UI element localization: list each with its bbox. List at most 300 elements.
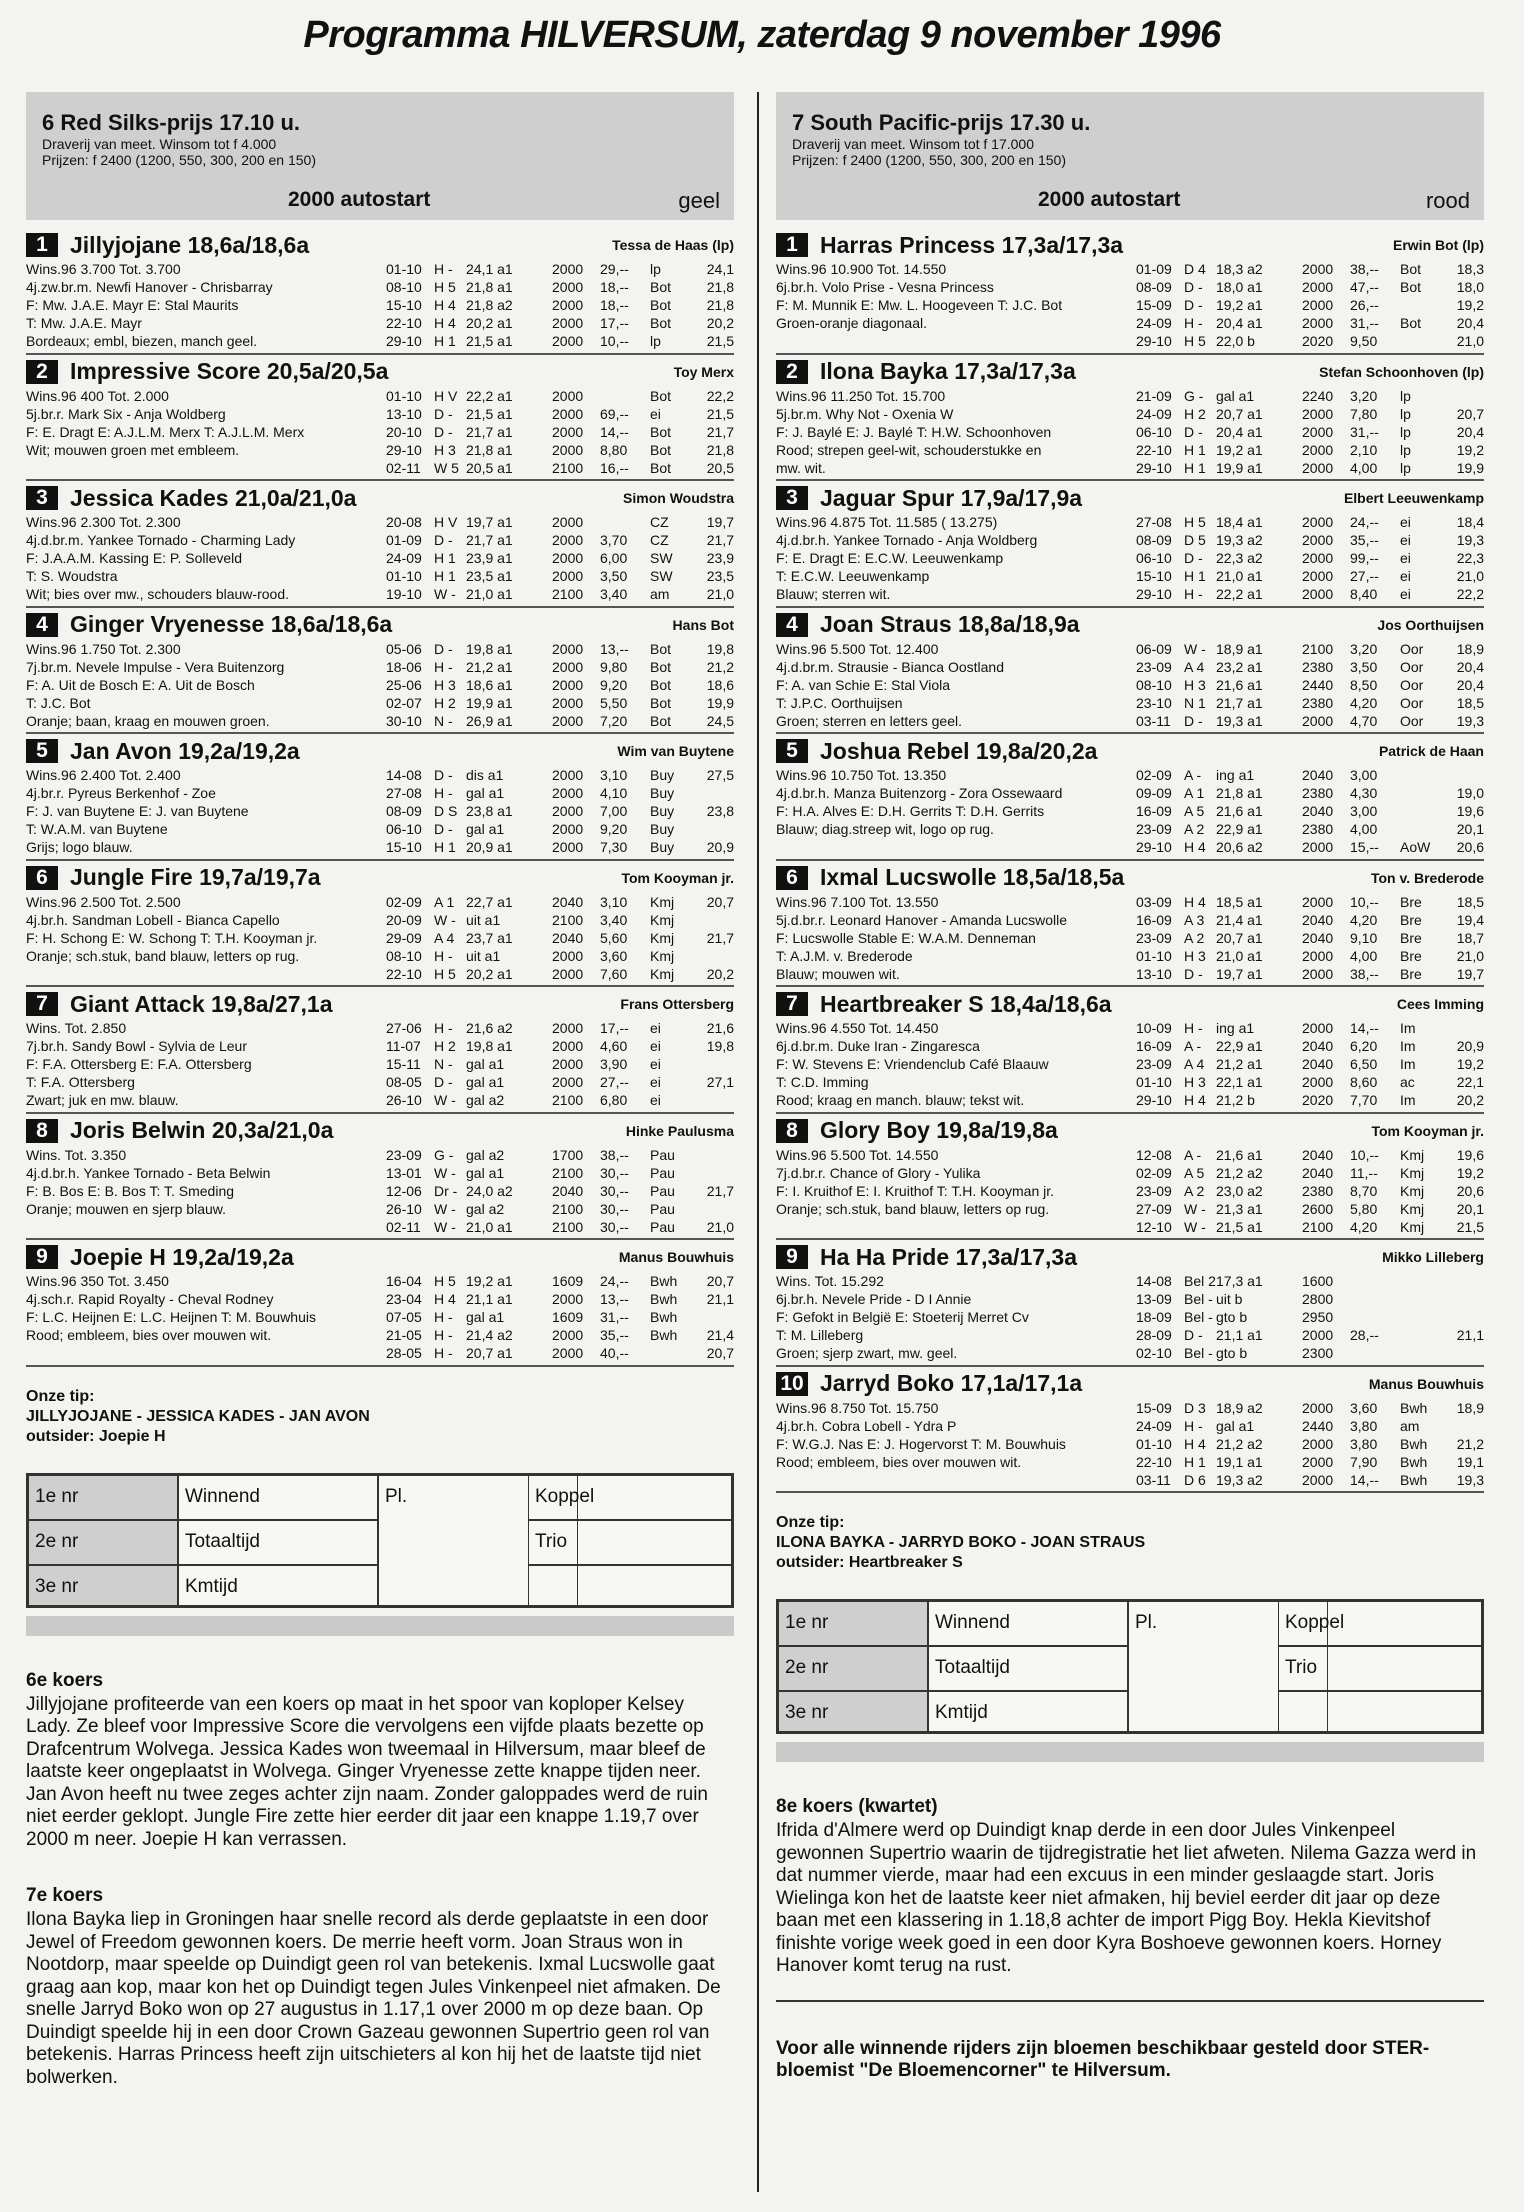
- result-cell: 02-09: [1136, 1164, 1172, 1181]
- horse-entry: [26, 734, 734, 861]
- result-cell: 21,2 a1: [466, 658, 513, 675]
- result-cell: 28-05: [386, 1345, 422, 1361]
- horse-name: Harras Princess 17,3a/17,3a: [820, 231, 1124, 258]
- result-cell: Bot: [650, 441, 672, 458]
- result-cell: Bot: [650, 712, 672, 729]
- result-cell: W -: [434, 1218, 456, 1235]
- result-cell: 19,3: [1456, 712, 1484, 729]
- result-cell: Pau: [650, 1182, 675, 1199]
- horse-info: [26, 387, 386, 477]
- result-cell: CZ: [650, 532, 669, 548]
- entry-body: [776, 260, 1484, 350]
- result-cell: [1450, 1019, 1484, 1037]
- result-cell: H -: [1184, 1020, 1203, 1036]
- bet-form-cell: Totaaltijd: [178, 1520, 378, 1565]
- result-cell: 19,2: [1456, 1164, 1484, 1181]
- result-cell: H 5: [434, 1273, 456, 1289]
- result-cell: Bot: [650, 279, 672, 295]
- result-row: [386, 784, 734, 802]
- horse-entry: [776, 608, 1484, 735]
- entry-header: [26, 989, 734, 1019]
- result-cell: 08-09: [386, 803, 422, 819]
- result-cell: 14,--: [1350, 1471, 1379, 1488]
- result-cell: ei: [1400, 568, 1411, 584]
- result-cell: 69,--: [600, 405, 629, 422]
- result-cell: 3,60: [1350, 1399, 1378, 1416]
- result-cell: 29-10: [1136, 1092, 1172, 1108]
- result-row: [1136, 1399, 1484, 1417]
- result-cell: SW: [650, 550, 673, 566]
- horse-info: [776, 1399, 1136, 1489]
- result-cell: 20,6: [1456, 1182, 1484, 1199]
- driver-name: Erwin Bot (lp): [1393, 237, 1484, 253]
- result-cell: 1600: [1302, 1273, 1334, 1289]
- result-cell: 27,--: [600, 1074, 629, 1090]
- result-cell: D -: [1184, 965, 1203, 982]
- result-cell: W 5: [434, 459, 459, 476]
- horse-name: Heartbreaker S 18,4a/18,6a: [820, 990, 1112, 1017]
- bet-form-cell: Pl.: [1128, 1601, 1328, 1732]
- result-cell: 08-09: [1136, 532, 1172, 548]
- result-cell: Kmj: [1400, 1164, 1425, 1181]
- entry-body: [26, 1146, 734, 1236]
- result-row: [1136, 332, 1484, 350]
- past-results: [1136, 1399, 1484, 1489]
- commentary-text: Ifrida d'Almere werd op Duindigt knap derde in een door Jules Vinkenpeel gewonnen Supertrio waarin de tijdregistratie het liet afweten. Nilema Gazza werd in dat nummer vierde, maar had een excuus in een minder geslaagde start. Joris Wielinga kon het de laatste keer niet afmaken, hij beviel eerder dit jaar op deze baan met een klassering in 1.18,8 achter de import Pigg Boy. Hekla Kievitshof finishte vorige week goed in een door Kyra Boshoeve gewonnen koers. Horney Hanover komt terug na rust.: [776, 1820, 1477, 1976]
- result-cell: [700, 911, 734, 929]
- horse-info-line: Wit; bies over mw., schouders blauw-rood.: [26, 586, 289, 602]
- result-cell: 19,7 a1: [466, 514, 513, 530]
- horse-info-line: 6j.d.br.m. Duke Iran - Zingaresca: [776, 1038, 980, 1054]
- result-cell: H 4: [1184, 893, 1206, 910]
- result-cell: 23,0 a2: [1216, 1182, 1263, 1199]
- driver-name: Wim van Buytene: [617, 743, 734, 759]
- result-cell: 29,--: [600, 261, 629, 277]
- driver-name: Hans Bot: [672, 616, 734, 633]
- result-row: [386, 405, 734, 423]
- tip-picks: JILLYJOJANE - JESSICA KADES - JAN AVON: [26, 1407, 370, 1425]
- horse-info-line: F: L.C. Heijnen E: L.C. Heijnen T: M. Bouwhuis: [26, 1309, 316, 1325]
- result-cell: 2380: [1302, 694, 1334, 711]
- result-cell: 19,7: [706, 514, 734, 530]
- result-cell: A 4: [1184, 1056, 1205, 1072]
- result-row: [1136, 1146, 1484, 1164]
- horse-info-line: Groen; sjerp zwart, mw. geel.: [776, 1345, 958, 1361]
- result-cell: 21,6 a1: [1216, 1146, 1263, 1163]
- result-cell: am: [650, 586, 670, 602]
- result-cell: Kmj: [1400, 1200, 1425, 1217]
- result-row: [386, 911, 734, 929]
- result-cell: 19,8: [706, 1038, 734, 1054]
- result-row: [386, 838, 734, 856]
- result-cell: ei: [650, 1056, 661, 1072]
- start-number: 5: [26, 739, 58, 763]
- result-cell: 18-06: [386, 658, 422, 675]
- result-cell: 2000: [552, 387, 584, 404]
- result-cell: 01-10: [386, 387, 422, 404]
- result-cell: 18,6: [706, 676, 734, 693]
- result-cell: 21,6 a1: [1216, 676, 1263, 693]
- result-cell: [1450, 1272, 1484, 1290]
- result-cell: 2000: [1302, 405, 1334, 422]
- driver-name: Tom Kooyman jr.: [621, 869, 734, 886]
- horse-info-line: Wins.96 10.750 Tot. 13.350: [776, 767, 947, 783]
- result-cell: gal a1: [466, 1164, 505, 1181]
- result-cell: [700, 1055, 734, 1073]
- horse-info-line: 5j.br.r. Mark Six - Anja Woldberg: [26, 405, 226, 422]
- result-cell: lp: [650, 333, 661, 349]
- result-cell: [1400, 1308, 1450, 1326]
- horse-info-line: Oranje; mouwen en sjerp blauw.: [26, 1200, 226, 1217]
- result-cell: 18,6 a1: [466, 676, 513, 693]
- result-cell: 21,8 a2: [466, 297, 513, 313]
- result-cell: H 3: [434, 676, 456, 693]
- start-number: 4: [26, 613, 58, 637]
- result-cell: W -: [434, 1092, 456, 1108]
- horse-info: [26, 766, 386, 856]
- result-cell: 15-09: [1136, 1399, 1172, 1416]
- result-cell: 2040: [1302, 1146, 1334, 1163]
- result-cell: 20,9: [706, 839, 734, 855]
- bet-form-cell: Koppel: [1278, 1601, 1482, 1646]
- result-cell: W -: [434, 1164, 456, 1181]
- result-cell: D -: [434, 640, 453, 657]
- result-cell: 2000: [552, 785, 584, 801]
- result-cell: Bwh: [1400, 1471, 1428, 1488]
- result-cell: 2000: [1302, 514, 1334, 530]
- result-cell: [1400, 1326, 1450, 1344]
- horse-info-line: T: J.C. Bot: [26, 694, 91, 711]
- horse-info-line: F: M. Munnik E: Mw. L. Hoogeveen T: J.C. Bot: [776, 297, 1063, 313]
- result-row: [386, 1019, 734, 1037]
- result-cell: gal a1: [1216, 1417, 1255, 1434]
- result-cell: 26,--: [1350, 297, 1379, 313]
- result-cell: 22,9 a1: [1216, 1038, 1263, 1054]
- result-cell: W -: [1184, 640, 1206, 657]
- past-results: [386, 513, 734, 603]
- entry-body: [776, 1399, 1484, 1489]
- result-row: [1136, 1308, 1484, 1326]
- result-cell: 21,2: [706, 658, 734, 675]
- result-cell: ei: [650, 1038, 661, 1054]
- horse-info-line: Wins.96 3.700 Tot. 3.700: [26, 261, 181, 277]
- result-cell: 21,7: [706, 532, 734, 548]
- result-cell: 20,4: [1456, 315, 1484, 331]
- race-6-column: [26, 92, 734, 2089]
- result-cell: Im: [1400, 1056, 1416, 1072]
- result-cell: [700, 1164, 734, 1182]
- result-cell: Bot: [650, 423, 672, 440]
- result-cell: 2000: [552, 261, 584, 277]
- horse-info-line: F: Mw. J.A.E. Mayr E: Stal Maurits: [26, 297, 239, 313]
- result-row: [1136, 947, 1484, 965]
- result-cell: 24-09: [386, 550, 422, 566]
- driver-name: Elbert Leeuwenkamp: [1343, 490, 1484, 506]
- result-cell: D -: [434, 767, 453, 783]
- race-distance: 2000 autostart: [288, 188, 431, 211]
- result-cell: gal a1: [466, 1074, 505, 1090]
- result-cell: 21,4: [706, 1327, 734, 1343]
- bet-form-cell: [1278, 1691, 1482, 1732]
- result-cell: Oor: [1400, 694, 1424, 711]
- result-cell: Oor: [1400, 640, 1424, 657]
- result-cell: 08-10: [386, 279, 422, 295]
- result-cell: 19-10: [386, 586, 422, 602]
- result-row: [386, 658, 734, 676]
- result-row: [1136, 658, 1484, 676]
- bet-form-cell: 2e nr: [778, 1646, 928, 1691]
- result-cell: 13-10: [386, 405, 422, 422]
- result-cell: 28,--: [1350, 1327, 1379, 1343]
- result-cell: 2100: [552, 1164, 584, 1181]
- entry-body: [776, 1019, 1484, 1109]
- result-row: [1136, 1453, 1484, 1471]
- horse-info-line: Blauw; mouwen wit.: [776, 965, 900, 982]
- result-cell: [700, 1146, 734, 1164]
- result-cell: lp: [1400, 441, 1411, 458]
- result-row: [1136, 676, 1484, 694]
- result-cell: 8,70: [1350, 1182, 1378, 1199]
- driver-name: Tessa de Haas (lp): [612, 237, 734, 253]
- result-cell: 4,60: [600, 1038, 628, 1054]
- start-number: 2: [776, 360, 808, 384]
- result-row: [1136, 531, 1484, 549]
- result-cell: 22,2 a1: [466, 387, 513, 404]
- result-cell: 02-10: [1136, 1345, 1172, 1361]
- result-cell: Bre: [1400, 911, 1422, 928]
- result-cell: 16-09: [1136, 803, 1172, 819]
- result-cell: 27-09: [1136, 1200, 1172, 1217]
- result-cell: 2000: [552, 279, 584, 295]
- result-cell: 2040: [1302, 1164, 1334, 1181]
- horse-entry: [776, 861, 1484, 988]
- start-number: 6: [26, 866, 58, 890]
- horse-entry: [26, 1240, 734, 1367]
- result-row: [1136, 965, 1484, 983]
- horse-name: Jessica Kades 21,0a/21,0a: [70, 484, 357, 511]
- horse-info-line: F: J. van Buytene E: J. van Buytene: [26, 803, 249, 819]
- result-cell: 20-10: [386, 423, 422, 440]
- result-cell: 24-09: [1136, 405, 1172, 422]
- result-cell: 2040: [552, 1182, 584, 1199]
- result-cell: 22-10: [386, 315, 422, 331]
- horse-entry: [26, 355, 734, 482]
- horse-name: Giant Attack 19,8a/27,1a: [70, 990, 333, 1017]
- result-cell: 23-09: [386, 1146, 422, 1163]
- result-cell: 19,9 a1: [1216, 459, 1263, 476]
- result-cell: H -: [1184, 1417, 1203, 1434]
- result-row: [1136, 1055, 1484, 1073]
- result-cell: 4,70: [1350, 712, 1378, 729]
- bet-form-cell: Winnend: [928, 1601, 1128, 1646]
- result-cell: 23-09: [1136, 658, 1172, 675]
- result-cell: Buy: [650, 785, 675, 801]
- result-cell: 2100: [1302, 1218, 1334, 1235]
- horse-name: Jungle Fire 19,7a/19,7a: [70, 864, 321, 890]
- horse-entry: [26, 987, 734, 1114]
- result-row: [1136, 712, 1484, 730]
- horse-entry: [26, 608, 734, 735]
- result-cell: 3,40: [600, 911, 628, 928]
- result-cell: 23-09: [1136, 821, 1172, 837]
- horse-info: [26, 1272, 386, 1362]
- result-cell: 2040: [1302, 911, 1334, 928]
- result-cell: Bre: [1400, 929, 1422, 946]
- result-cell: gal a1: [466, 1309, 505, 1325]
- horse-info-line: 4j.zw.br.m. Newfi Hanover - Chrisbarray: [26, 279, 273, 295]
- result-cell: 21,5: [1456, 1218, 1484, 1235]
- result-cell: 23,2 a1: [1216, 658, 1263, 675]
- bet-form-cell: 2e nr: [28, 1520, 178, 1565]
- result-row: [386, 1308, 734, 1326]
- result-cell: 2000: [552, 532, 584, 548]
- result-cell: 21,7: [706, 423, 734, 440]
- result-cell: 2000: [1302, 1471, 1334, 1488]
- result-cell: 22,1: [1456, 1074, 1484, 1090]
- past-results: [386, 1019, 734, 1109]
- result-cell: 3,50: [600, 568, 628, 584]
- result-cell: D 6: [1184, 1471, 1206, 1488]
- result-cell: H 5: [434, 279, 456, 295]
- result-cell: 20,1: [1456, 821, 1484, 837]
- result-cell: 2000: [1302, 423, 1334, 440]
- result-row: [1136, 784, 1484, 802]
- result-cell: 13-09: [1136, 1291, 1172, 1307]
- result-cell: 29-10: [1136, 333, 1172, 349]
- result-cell: 23,9: [706, 550, 734, 566]
- result-row: [386, 712, 734, 730]
- result-cell: [1400, 820, 1450, 838]
- result-cell: 19,3 a1: [1216, 712, 1263, 729]
- result-cell: 7,00: [600, 803, 628, 819]
- result-row: [1136, 1290, 1484, 1308]
- horse-info-line: Grijs; logo blauw.: [26, 839, 133, 855]
- result-cell: 9,20: [600, 676, 628, 693]
- result-cell: 22,2: [706, 387, 734, 404]
- result-row: [1136, 314, 1484, 332]
- result-cell: uit a1: [466, 947, 501, 964]
- result-cell: 20,4: [1456, 676, 1484, 693]
- bet-form-cell: 1e nr: [28, 1475, 178, 1520]
- result-cell: [600, 513, 650, 531]
- result-row: [1136, 1344, 1484, 1362]
- result-cell: lp: [1400, 423, 1411, 440]
- horse-info: [776, 1146, 1136, 1236]
- result-cell: ei: [1400, 514, 1411, 530]
- result-cell: 2000: [552, 333, 584, 349]
- result-cell: 23-09: [1136, 1056, 1172, 1072]
- result-cell: lp: [1400, 459, 1411, 476]
- result-cell: 2000: [1302, 947, 1334, 964]
- result-cell: Buy: [650, 839, 675, 855]
- horse-info-line: 4j.br.r. Pyreus Berkenhof - Zoe: [26, 785, 216, 801]
- result-cell: 23,7 a1: [466, 929, 513, 946]
- result-cell: H 1: [434, 333, 456, 349]
- driver-name: Toy Merx: [673, 363, 734, 380]
- result-row: [386, 947, 734, 965]
- horse-name: Impressive Score 20,5a/20,5a: [70, 358, 389, 384]
- result-cell: 2000: [552, 297, 584, 313]
- result-cell: 23,8 a1: [466, 803, 513, 819]
- result-cell: 21,0: [1456, 947, 1484, 964]
- result-row: [386, 1290, 734, 1308]
- result-cell: W -: [1184, 1218, 1206, 1235]
- horse-info-line: F: W.G.J. Nas E: J. Hogervorst T: M. Bouwhuis: [776, 1435, 1066, 1452]
- result-cell: Pau: [650, 1218, 675, 1235]
- result-cell: Bre: [1400, 893, 1422, 910]
- result-cell: 21,5 a1: [466, 405, 513, 422]
- result-cell: 21,6: [706, 1020, 734, 1036]
- bet-form-cell: Pl.: [378, 1475, 578, 1606]
- result-cell: 21,4 a2: [466, 1327, 513, 1343]
- result-cell: 21,8: [706, 297, 734, 313]
- result-cell: 4,00: [1350, 821, 1378, 837]
- result-row: [1136, 296, 1484, 314]
- result-cell: 21,4 a1: [1216, 911, 1263, 928]
- result-cell: gal a1: [1216, 387, 1255, 404]
- result-cell: 27-08: [1136, 514, 1172, 530]
- horse-info-line: F: A. van Schie E: Stal Viola: [776, 676, 951, 693]
- result-cell: 2000: [1302, 568, 1334, 584]
- result-cell: 2040: [552, 893, 584, 910]
- result-cell: 01-10: [1136, 1435, 1172, 1452]
- horse-name: Joshua Rebel 19,8a/20,2a: [820, 737, 1098, 764]
- result-cell: A 3: [1184, 911, 1205, 928]
- result-cell: 29-10: [386, 441, 422, 458]
- result-cell: 3,80: [1350, 1435, 1378, 1452]
- result-cell: 22-10: [1136, 441, 1172, 458]
- horse-info-line: F: B. Bos E: B. Bos T: T. Smeding: [26, 1182, 235, 1199]
- driver-name: Mikko Lilleberg: [1382, 1249, 1484, 1265]
- result-row: [386, 1073, 734, 1091]
- result-cell: 19,9: [706, 694, 734, 711]
- horse-info-line: T: M. Lilleberg: [776, 1327, 864, 1343]
- horse-info-line: Oranje; sch.stuk, band blauw, letters op rug.: [776, 1200, 1050, 1217]
- horse-name: Ilona Bayka 17,3a/17,3a: [820, 358, 1076, 384]
- result-cell: 7,80: [1350, 405, 1378, 422]
- gray-bar: [26, 1616, 734, 1636]
- result-row: [1136, 585, 1484, 603]
- result-cell: 2000: [1302, 459, 1334, 476]
- result-cell: 28-09: [1136, 1327, 1172, 1343]
- result-cell: Kmj: [650, 965, 675, 982]
- horse-info-line: F: Lucswolle Stable E: W.A.M. Denneman: [776, 929, 1036, 946]
- result-cell: 18,5: [1456, 694, 1484, 711]
- result-cell: Im: [1400, 1092, 1416, 1108]
- result-row: [386, 278, 734, 296]
- result-cell: 24,5: [706, 712, 734, 729]
- result-row: [386, 567, 734, 585]
- commentary-text: Ilona Bayka liep in Groningen haar snelle record als derde geplaatste in een door Jewel of Freedom gewonnen koers. De merrie heeft vorm. Joan Straus won in Nootdorp, maar speelde op Duindigt geen rol van betekenis. Ixmal Lucswolle gaat graag aan kop, maar kon het op Duindigt tegen Jules Vinkenpeel niet afmaken. De snelle Jarryd Boko won op 27 augustus in 1.17,1 over 2000 m op deze baan. Op Duindigt speelde hij in een door Crown Gazeau gewonnen Supertrio geen rol van betekenis. Harras Princess heeft zijn uitschieters al kon hij het de laatste tijd niet bolwerken.: [26, 1909, 721, 2088]
- result-cell: ing a1: [1216, 767, 1255, 783]
- result-row: [1136, 1091, 1484, 1109]
- result-row: [386, 1326, 734, 1344]
- result-cell: 05-06: [386, 640, 422, 657]
- horse-info-line: T: E.C.W. Leeuwenkamp: [776, 568, 930, 584]
- result-cell: 2000: [552, 694, 584, 711]
- entry-header: [776, 610, 1484, 640]
- result-cell: 21,5 a1: [466, 333, 513, 349]
- result-cell: 2000: [1302, 441, 1334, 458]
- result-cell: H 1: [434, 550, 456, 566]
- result-row: [1136, 423, 1484, 441]
- horse-entry: [26, 481, 734, 608]
- result-cell: 2000: [552, 803, 584, 819]
- result-cell: 2000: [552, 1345, 584, 1361]
- result-cell: Kmj: [650, 893, 675, 910]
- result-cell: 2000: [552, 315, 584, 331]
- start-number: 9: [26, 1245, 58, 1269]
